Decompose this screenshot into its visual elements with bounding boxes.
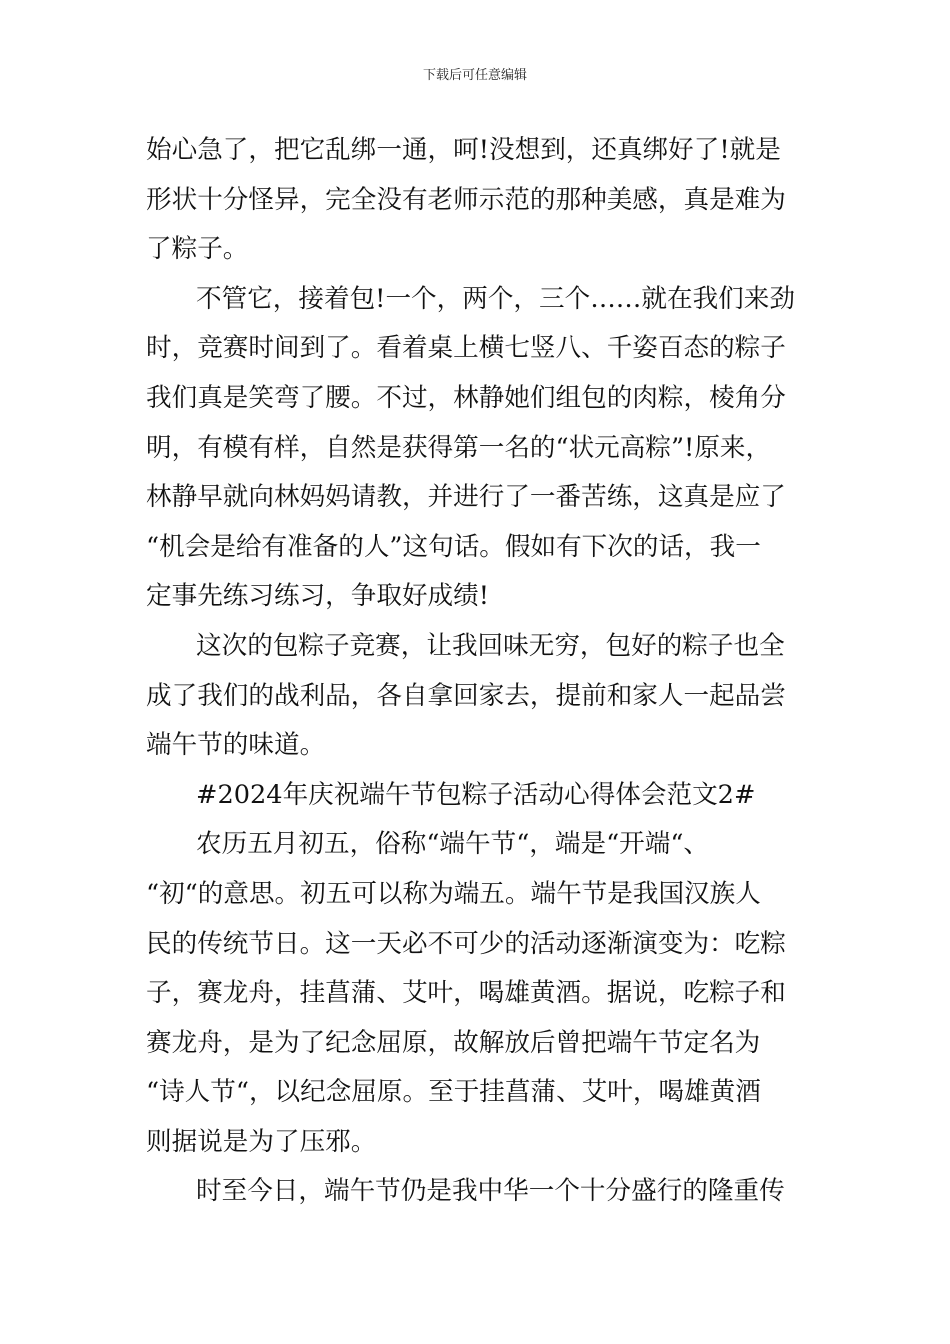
text-line: 林静早就向林妈妈请教，并进行了一番苦练，这真是应了 <box>146 482 786 513</box>
paragraph-start-line: 农历五月初五，俗称“端午节“，端是“开端“、 <box>196 829 710 860</box>
text-line: “机会是给有准备的人”这句话。假如有下次的话，我一 <box>146 531 761 562</box>
paragraph-start-line: 时至今日，端午节仍是我中华一个十分盛行的隆重传 <box>196 1176 785 1207</box>
text-line: 形状十分怪异，完全没有老师示范的那种美感，真是难为 <box>146 184 786 215</box>
text-line: 时，竞赛时间到了。看着桌上横七竖八、千姿百态的粽子 <box>146 333 786 364</box>
text-line: 定事先练习练习，争取好成绩! <box>146 581 490 612</box>
text-line: 民的传统节日。这一天必不可少的活动逐渐演变为：吃粽 <box>146 928 786 959</box>
text-line: 始心急了，把它乱绑一通，呵!没想到，还真绑好了!就是 <box>146 135 781 165</box>
text-line: 了粽子。 <box>146 234 249 265</box>
text-line: 我们真是笑弯了腰。不过，林静她们组包的肉粽，棱角分 <box>146 382 786 413</box>
text-line: 端午节的味道。 <box>146 730 326 761</box>
paragraph-start-line: 不管它，接着包!一个，两个，三个……就在我们来劲 <box>196 283 795 314</box>
text-line: “初“的意思。初五可以称为端五。端午节是我国汉族人 <box>146 878 761 909</box>
text-line: 子，赛龙舟，挂菖蒲、艾叶，喝雄黄酒。据说，吃粽子和 <box>146 978 786 1009</box>
text-line: 赛龙舟，是为了纪念屈原，故解放后曾把端午节定名为 <box>146 1027 761 1058</box>
text-line: 则据说是为了压邪。 <box>146 1126 377 1157</box>
document-body <box>146 126 810 1217</box>
section-heading: #2024年庆祝端午节包粽子活动心得体会范文2# <box>196 779 756 810</box>
paragraph-start-line: 这次的包粽子竞赛，让我回味无穷，包好的粽子也全 <box>196 630 785 661</box>
text-line: “诗人节“，以纪念屈原。至于挂菖蒲、艾叶，喝雄黄酒 <box>146 1077 761 1108</box>
page-header: 下载后可任意编辑 <box>422 68 527 83</box>
text-line: 成了我们的战利品，各自拿回家去，提前和家人一起品尝 <box>146 680 786 711</box>
text-line: 明，有模有样，自然是获得第一名的“状元高粽”!原来， <box>146 432 772 463</box>
